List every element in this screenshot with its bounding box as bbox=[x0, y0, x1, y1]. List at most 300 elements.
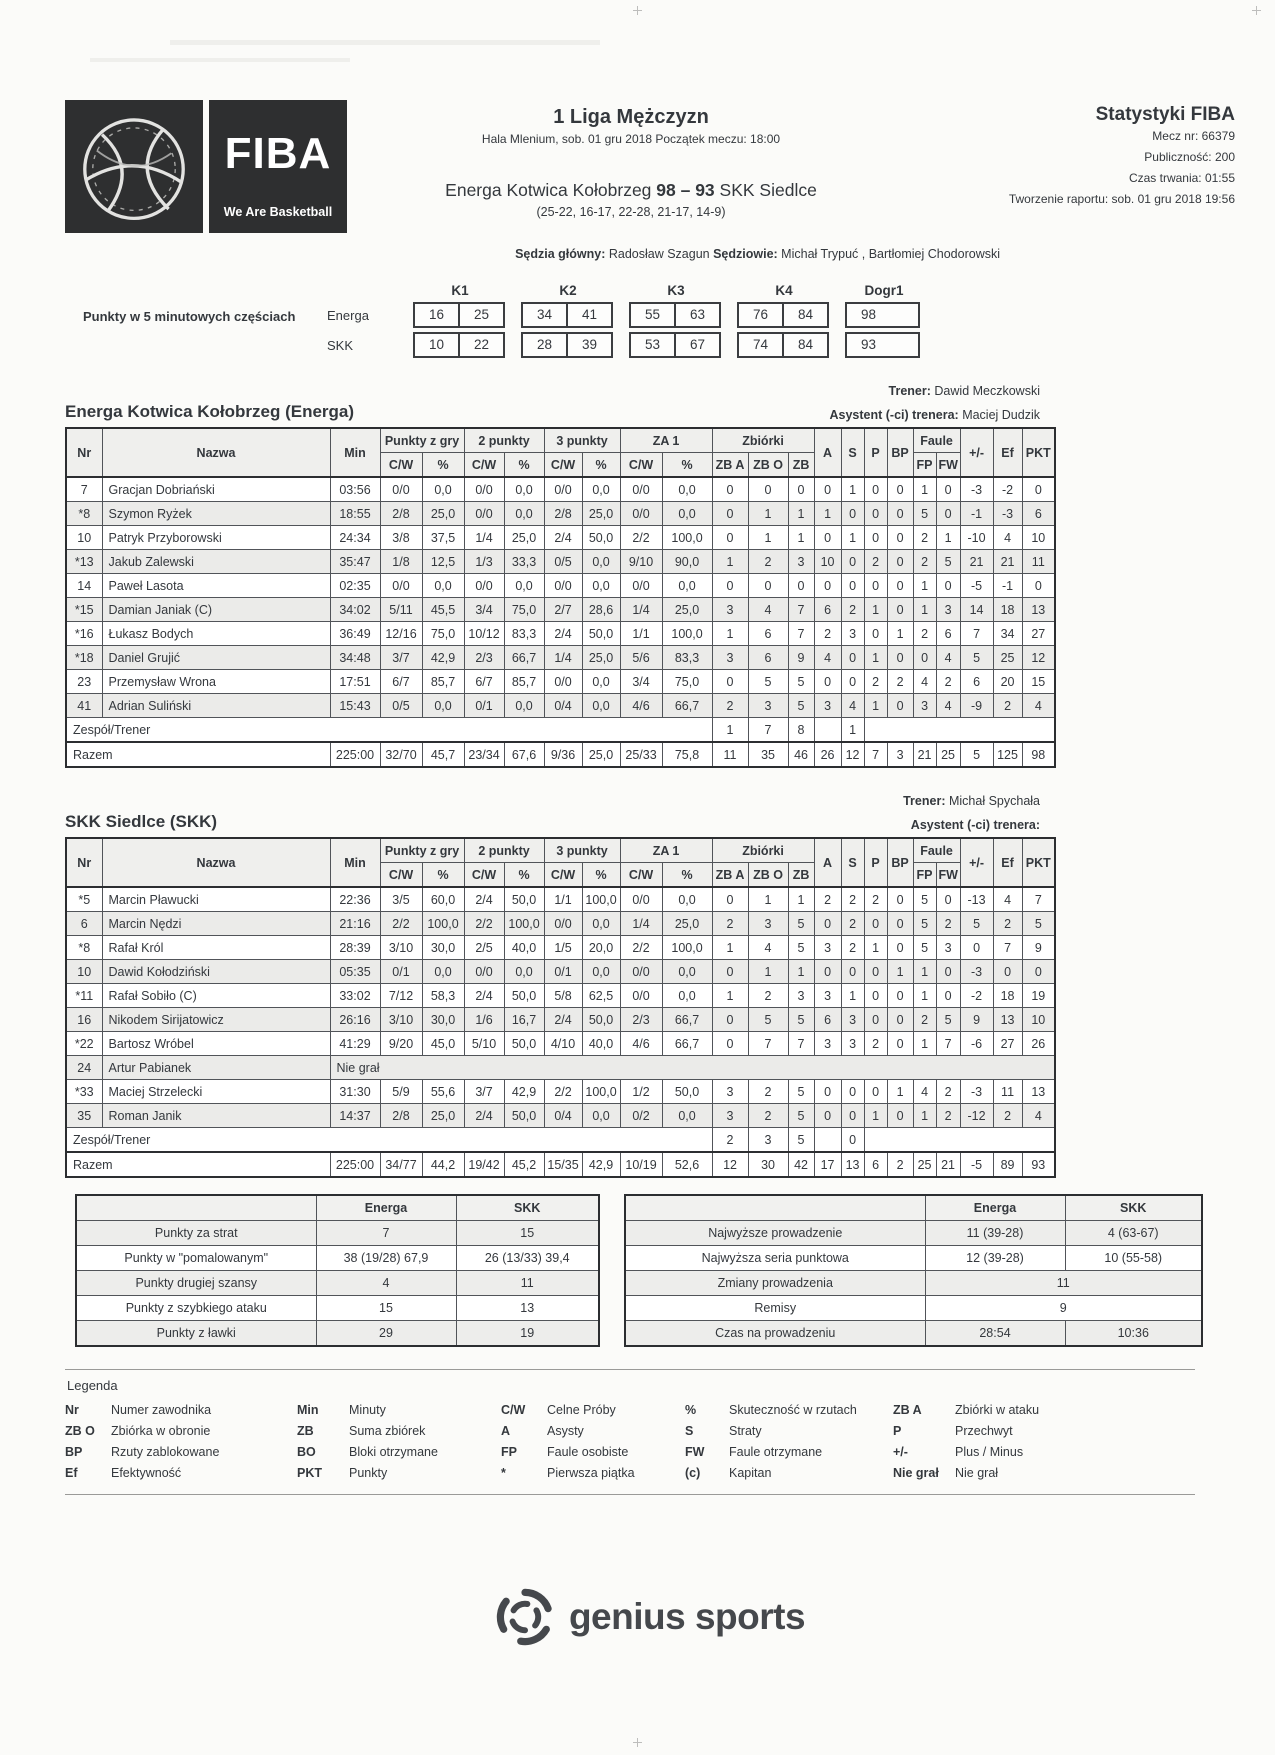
stats-table-host bbox=[65, 837, 1051, 1178]
team-row-filler bbox=[864, 1128, 1055, 1153]
assists: 6 bbox=[814, 1008, 841, 1032]
summary-value-energa: 7 bbox=[316, 1221, 456, 1246]
col-steals: P bbox=[864, 838, 887, 887]
reb-def: 3 bbox=[748, 694, 788, 718]
fg-made-att: 3/8 bbox=[380, 526, 422, 550]
legend-definition: Efektywność bbox=[111, 1466, 182, 1480]
fg-made-att: 6/7 bbox=[380, 670, 422, 694]
legend-definition: Skuteczność w rzutach bbox=[729, 1403, 857, 1417]
fg-made-att: 1/8 bbox=[380, 550, 422, 574]
summary-value-energa: 28:54 bbox=[925, 1321, 1065, 1347]
col-nr: Nr bbox=[66, 428, 102, 477]
fg-made-att: 3/10 bbox=[380, 1008, 422, 1032]
summary-col-energa: Energa bbox=[316, 1195, 456, 1221]
player-name: Rafał Król bbox=[102, 936, 330, 960]
player-name: Roman Janik bbox=[102, 1104, 330, 1128]
turnovers: 0 bbox=[841, 1080, 864, 1104]
2pt-pct: 50,0 bbox=[504, 984, 544, 1008]
minutes: 05:35 bbox=[330, 960, 380, 984]
col-pct: % bbox=[662, 453, 712, 478]
reb-def: 7 bbox=[748, 1032, 788, 1056]
fouls-committed: 1 bbox=[913, 1032, 936, 1056]
fouls-drawn: 0 bbox=[936, 887, 960, 912]
ft-pct: 0,0 bbox=[662, 1104, 712, 1128]
quarter-score-cell: 22 bbox=[458, 334, 503, 356]
fouls-drawn: 0 bbox=[936, 984, 960, 1008]
blocks: 0 bbox=[887, 984, 913, 1008]
fouls-drawn: 3 bbox=[936, 598, 960, 622]
fouls-committed: 1 bbox=[913, 960, 936, 984]
summary-row bbox=[625, 1271, 1202, 1296]
steals: 0 bbox=[864, 526, 887, 550]
player-number: 7 bbox=[66, 477, 102, 502]
steals: 1 bbox=[864, 1104, 887, 1128]
efficiency: 4 bbox=[993, 887, 1022, 912]
steals: 2 bbox=[864, 550, 887, 574]
efficiency: 25 bbox=[993, 646, 1022, 670]
fg-pct: 37,5 bbox=[422, 526, 464, 550]
3pt-pct: 25,0 bbox=[582, 646, 620, 670]
turnovers: 0 bbox=[841, 1104, 864, 1128]
3pt-pct: 0,0 bbox=[582, 574, 620, 598]
quarter-score-cell: 34 bbox=[536, 307, 553, 322]
fouls-drawn: 7 bbox=[936, 1032, 960, 1056]
reb-total: 0 bbox=[788, 477, 814, 502]
col-cw: C/W bbox=[380, 863, 422, 888]
points: 10 bbox=[1022, 1008, 1055, 1032]
plus-minus: 6 bbox=[960, 670, 993, 694]
minutes: 15:43 bbox=[330, 694, 380, 718]
summary-row-label: Punkty w "pomalowanym" bbox=[76, 1246, 316, 1271]
fg-made-att: 2/8 bbox=[380, 502, 422, 526]
plus-minus: 5 bbox=[960, 646, 993, 670]
ft-made-att: 1/1 bbox=[620, 622, 662, 646]
legend-term: FW bbox=[685, 1445, 705, 1459]
efficiency: 11 bbox=[993, 1080, 1022, 1104]
col-pct: % bbox=[582, 863, 620, 888]
quarter-score-cell bbox=[890, 334, 918, 356]
2pt-made-att: 2/4 bbox=[464, 887, 504, 912]
fouls-committed: 2 bbox=[913, 526, 936, 550]
legend-definition: Plus / Minus bbox=[955, 1445, 1024, 1459]
legend-section bbox=[65, 1369, 1195, 1495]
steals: 2 bbox=[864, 1032, 887, 1056]
summary-value-skk: 11 bbox=[456, 1271, 599, 1296]
player-number: 16 bbox=[66, 1008, 102, 1032]
steals: 2 bbox=[864, 887, 887, 912]
player-number: *16 bbox=[66, 622, 102, 646]
player-row bbox=[66, 670, 1055, 694]
fg-made-att: 9/20 bbox=[380, 1032, 422, 1056]
col-cw: C/W bbox=[620, 453, 662, 478]
reb-def: 0 bbox=[748, 574, 788, 598]
player-row bbox=[66, 960, 1055, 984]
plus-minus: -5 bbox=[960, 574, 993, 598]
assistant-line bbox=[830, 408, 1041, 422]
stats-table-energa bbox=[65, 427, 1056, 768]
fiba-logo bbox=[65, 100, 357, 233]
turnovers: 3 bbox=[841, 1032, 864, 1056]
efficiency: -2 bbox=[993, 477, 1022, 502]
team-assists bbox=[814, 1128, 841, 1153]
quarter-breakdown: (25-22, 16-17, 22-28, 21-17, 14-9) bbox=[536, 205, 726, 219]
blocks: 0 bbox=[887, 598, 913, 622]
coach-name: Michał Spychała bbox=[948, 794, 1040, 808]
report-created: Tworzenie raportu: sob. 01 gru 2018 19:56 bbox=[1008, 192, 1235, 206]
fg-pct: 75,0 bbox=[422, 622, 464, 646]
ft-pct: 0,0 bbox=[662, 887, 712, 912]
assists: 0 bbox=[814, 1080, 841, 1104]
summary-value-skk: 13 bbox=[456, 1296, 599, 1321]
col-fouls-drawn: FW bbox=[936, 863, 960, 888]
referees-label: Sędziowie: bbox=[713, 247, 778, 261]
fouls-committed: 1 bbox=[913, 477, 936, 502]
player-number: *11 bbox=[66, 984, 102, 1008]
quarter-score-cell: 10 bbox=[428, 337, 445, 352]
fouls-drawn: 3 bbox=[936, 936, 960, 960]
legend-definition: Asysty bbox=[547, 1424, 584, 1438]
quarter-score-cell: 84 bbox=[782, 304, 827, 326]
fouls-drawn: 4 bbox=[936, 646, 960, 670]
assistant-label: Asystent (-ci) trenera: bbox=[910, 818, 1040, 832]
summary-row bbox=[76, 1271, 599, 1296]
reb-total: 9 bbox=[788, 646, 814, 670]
2pt-pct: 33,3 bbox=[504, 550, 544, 574]
2pt-pct: 16,7 bbox=[504, 1008, 544, 1032]
ft-made-att: 3/4 bbox=[620, 670, 662, 694]
col-reb-def: ZB O bbox=[748, 453, 788, 478]
efficiency: 21 bbox=[993, 550, 1022, 574]
coach-line bbox=[65, 794, 1040, 808]
points: 13 bbox=[1022, 598, 1055, 622]
efficiency: -3 bbox=[993, 502, 1022, 526]
legend-definition: Rzuty zablokowane bbox=[111, 1445, 220, 1459]
totals-assists: 26 bbox=[814, 742, 841, 767]
2pt-made-att: 2/4 bbox=[464, 984, 504, 1008]
3pt-made-att: 2/8 bbox=[544, 502, 582, 526]
reb-off: 3 bbox=[712, 598, 748, 622]
minutes: 36:49 bbox=[330, 622, 380, 646]
col-blocks: BP bbox=[887, 838, 913, 887]
head-referee-label: Sędzia główny: bbox=[515, 247, 606, 261]
fg-pct: 42,9 bbox=[422, 646, 464, 670]
summary-shared-value: 9 bbox=[925, 1296, 1202, 1321]
reb-total: 5 bbox=[788, 912, 814, 936]
legend-term: A bbox=[501, 1424, 511, 1438]
ft-made-att: 1/4 bbox=[620, 598, 662, 622]
summary-value-energa: 11 (39-28) bbox=[925, 1221, 1065, 1246]
col-reb-total: ZB bbox=[788, 453, 814, 478]
col-group-0: Punkty z gry bbox=[380, 428, 464, 453]
player-row bbox=[66, 574, 1055, 598]
home-team-name: Energa Kotwica Kołobrzeg bbox=[445, 180, 652, 200]
ft-made-att: 2/3 bbox=[620, 1008, 662, 1032]
fiba-wordmark bbox=[209, 100, 347, 233]
legend-definition: Pierwsza piątka bbox=[547, 1466, 635, 1480]
fg-pct: 12,5 bbox=[422, 550, 464, 574]
fouls-committed: 1 bbox=[913, 1104, 936, 1128]
team-coach-row bbox=[66, 1128, 1055, 1153]
coach-label: Trener: bbox=[888, 384, 931, 398]
legend-definition: Minuty bbox=[349, 1403, 386, 1417]
reb-total: 3 bbox=[788, 550, 814, 574]
player-number: 35 bbox=[66, 1104, 102, 1128]
totals-plus-minus: -5 bbox=[960, 1152, 993, 1177]
plus-minus: 5 bbox=[960, 912, 993, 936]
player-name: Szymon Ryżek bbox=[102, 502, 330, 526]
totals-reb-off: 11 bbox=[712, 742, 748, 767]
fouls-committed: 4 bbox=[913, 1080, 936, 1104]
team-reb-off: 2 bbox=[712, 1128, 748, 1153]
col-name: Nazwa bbox=[102, 838, 330, 887]
minutes: 26:16 bbox=[330, 1008, 380, 1032]
ft-pct: 100,0 bbox=[662, 526, 712, 550]
stats-table-skk bbox=[65, 837, 1056, 1178]
blocks: 0 bbox=[887, 502, 913, 526]
fouls-drawn: 2 bbox=[936, 912, 960, 936]
assists: 1 bbox=[814, 502, 841, 526]
legend-definition: Straty bbox=[729, 1424, 762, 1438]
3pt-pct: 25,0 bbox=[582, 502, 620, 526]
col-group-rebounds: Zbiórki bbox=[712, 428, 814, 453]
blocks: 0 bbox=[887, 936, 913, 960]
legend-definition: Faule osobiste bbox=[547, 1445, 629, 1459]
steals: 0 bbox=[864, 984, 887, 1008]
totals-points: 98 bbox=[1022, 742, 1055, 767]
col-group-2: 3 punkty bbox=[544, 838, 620, 863]
summary-row bbox=[76, 1221, 599, 1246]
minutes: 31:30 bbox=[330, 1080, 380, 1104]
steals: 2 bbox=[864, 670, 887, 694]
quarter-score-cell: 41 bbox=[566, 304, 611, 326]
fg-pct: 25,0 bbox=[422, 1104, 464, 1128]
player-row bbox=[66, 984, 1055, 1008]
reb-def: 6 bbox=[748, 622, 788, 646]
efficiency: 20 bbox=[993, 670, 1022, 694]
2pt-pct: 42,9 bbox=[504, 1080, 544, 1104]
points: 9 bbox=[1022, 936, 1055, 960]
minutes: 21:16 bbox=[330, 912, 380, 936]
turnovers: 0 bbox=[841, 646, 864, 670]
totals-fouls-drawn: 25 bbox=[936, 742, 960, 767]
reb-off: 1 bbox=[712, 622, 748, 646]
scan-artifact bbox=[90, 58, 350, 62]
fouls-drawn: 2 bbox=[936, 670, 960, 694]
summary-row bbox=[625, 1321, 1202, 1347]
fg-made-att: 7/12 bbox=[380, 984, 422, 1008]
2pt-made-att: 1/6 bbox=[464, 1008, 504, 1032]
player-row bbox=[66, 1104, 1055, 1128]
summary-row bbox=[76, 1296, 599, 1321]
plus-minus: 9 bbox=[960, 1008, 993, 1032]
2pt-made-att: 6/7 bbox=[464, 670, 504, 694]
fouls-drawn: 0 bbox=[936, 574, 960, 598]
2pt-made-att: 3/4 bbox=[464, 598, 504, 622]
2pt-made-att: 0/0 bbox=[464, 502, 504, 526]
reb-def: 6 bbox=[748, 646, 788, 670]
2pt-made-att: 5/10 bbox=[464, 1032, 504, 1056]
player-name: Nikodem Sirijatowicz bbox=[102, 1008, 330, 1032]
summary-value-skk: 19 bbox=[456, 1321, 599, 1347]
fouls-drawn: 5 bbox=[936, 1008, 960, 1032]
fiba-tagline: We Are Basketball bbox=[223, 204, 333, 219]
plus-minus: 7 bbox=[960, 622, 993, 646]
report-header bbox=[65, 100, 1235, 233]
col-min: Min bbox=[330, 428, 380, 477]
plus-minus: -3 bbox=[960, 960, 993, 984]
player-row bbox=[66, 550, 1055, 574]
blocks: 0 bbox=[887, 1104, 913, 1128]
totals-points: 93 bbox=[1022, 1152, 1055, 1177]
plus-minus: -1 bbox=[960, 502, 993, 526]
reb-off: 0 bbox=[712, 960, 748, 984]
2pt-made-att: 0/0 bbox=[464, 477, 504, 502]
player-name: Przemysław Wrona bbox=[102, 670, 330, 694]
assists: 3 bbox=[814, 1032, 841, 1056]
head-referee-name: Radosław Szagun bbox=[608, 247, 710, 261]
fouls-drawn: 1 bbox=[936, 526, 960, 550]
totals-reb-def: 35 bbox=[748, 742, 788, 767]
legend-term: ZB bbox=[297, 1424, 314, 1438]
fouls-committed: 5 bbox=[913, 912, 936, 936]
blocks: 1 bbox=[887, 622, 913, 646]
3pt-made-att: 0/4 bbox=[544, 1104, 582, 1128]
player-name: Bartosz Wróbel bbox=[102, 1032, 330, 1056]
summary-value-energa: 4 bbox=[316, 1271, 456, 1296]
col-nr: Nr bbox=[66, 838, 102, 887]
assistant-line bbox=[911, 818, 1040, 832]
reb-def: 2 bbox=[748, 984, 788, 1008]
quarter-team-name: Energa bbox=[327, 307, 369, 323]
ft-made-att: 0/0 bbox=[620, 984, 662, 1008]
scan-artifact bbox=[170, 40, 600, 45]
reb-off: 0 bbox=[712, 887, 748, 912]
totals-efficiency: 89 bbox=[993, 1152, 1022, 1177]
player-number: *13 bbox=[66, 550, 102, 574]
ft-made-att: 2/2 bbox=[620, 526, 662, 550]
totals-minutes: 225:00 bbox=[330, 742, 380, 767]
period-label: K4 bbox=[775, 283, 793, 298]
genius-sports-footer bbox=[65, 1587, 1235, 1647]
quarter-team-name: SKK bbox=[327, 337, 354, 353]
assistant-label: Asystent (-ci) trenera: bbox=[829, 408, 959, 422]
player-number: *33 bbox=[66, 1080, 102, 1104]
ft-made-att: 1/4 bbox=[620, 912, 662, 936]
3pt-pct: 40,0 bbox=[582, 1032, 620, 1056]
player-row bbox=[66, 1032, 1055, 1056]
player-row bbox=[66, 477, 1055, 502]
team-coach-row bbox=[66, 718, 1055, 743]
fouls-committed: 2 bbox=[913, 550, 936, 574]
reb-total: 0 bbox=[788, 574, 814, 598]
turnovers: 2 bbox=[841, 912, 864, 936]
3pt-made-att: 0/0 bbox=[544, 912, 582, 936]
totals-row bbox=[66, 1152, 1055, 1177]
ft-pct: 0,0 bbox=[662, 574, 712, 598]
totals-label: Razem bbox=[66, 742, 330, 767]
col-pct: % bbox=[662, 863, 712, 888]
totals-reb-total: 46 bbox=[788, 742, 814, 767]
blocks: 0 bbox=[887, 550, 913, 574]
fg-pct: 55,6 bbox=[422, 1080, 464, 1104]
period-label: K2 bbox=[559, 283, 577, 298]
player-row bbox=[66, 694, 1055, 718]
points: 11 bbox=[1022, 550, 1055, 574]
quarter-score-box bbox=[413, 332, 505, 358]
fg-pct: 30,0 bbox=[422, 1008, 464, 1032]
blocks: 0 bbox=[887, 477, 913, 502]
plus-minus: 14 bbox=[960, 598, 993, 622]
ft-made-att: 0/0 bbox=[620, 502, 662, 526]
quarter-score-cell: 39 bbox=[566, 334, 611, 356]
assists: 0 bbox=[814, 526, 841, 550]
attendance: Publiczność: 200 bbox=[1144, 150, 1235, 164]
points: 6 bbox=[1022, 502, 1055, 526]
fg-made-att: 0/0 bbox=[380, 574, 422, 598]
referees-names: Michał Trypuć , Bartłomiej Chodorowski bbox=[781, 247, 1000, 261]
summary-row-label: Najwyższe prowadzenie bbox=[625, 1221, 925, 1246]
turnovers: 2 bbox=[841, 936, 864, 960]
player-name: Daniel Grujić bbox=[102, 646, 330, 670]
3pt-pct: 50,0 bbox=[582, 526, 620, 550]
3pt-pct: 0,0 bbox=[582, 477, 620, 502]
totals-efficiency: 125 bbox=[993, 742, 1022, 767]
quarter-score-cell bbox=[890, 304, 918, 326]
quarter-score-box bbox=[737, 332, 829, 358]
blocks: 2 bbox=[887, 670, 913, 694]
col-cw: C/W bbox=[620, 863, 662, 888]
summary-row-label: Punkty z szybkiego ataku bbox=[76, 1296, 316, 1321]
fg-pct: 0,0 bbox=[422, 574, 464, 598]
col-group-rebounds: Zbiórki bbox=[712, 838, 814, 863]
venue-datetime-line: Hala Mlenium, sob. 01 gru 2018 Początek meczu: 18:00 bbox=[481, 132, 781, 146]
points: 7 bbox=[1022, 887, 1055, 912]
reb-off: 0 bbox=[712, 574, 748, 598]
reb-off: 0 bbox=[712, 502, 748, 526]
col-min: Min bbox=[330, 838, 380, 887]
reb-off: 0 bbox=[712, 477, 748, 502]
legend-term: BO bbox=[297, 1445, 316, 1459]
reb-def: 2 bbox=[748, 550, 788, 574]
2pt-pct: 0,0 bbox=[504, 694, 544, 718]
team-reb-off: 1 bbox=[712, 718, 748, 743]
summary-row-label: Punkty drugiej szansy bbox=[76, 1271, 316, 1296]
ft-made-att: 0/0 bbox=[620, 887, 662, 912]
steals: 1 bbox=[864, 936, 887, 960]
3pt-pct: 0,0 bbox=[582, 670, 620, 694]
player-row bbox=[66, 887, 1055, 912]
2pt-made-att: 1/3 bbox=[464, 550, 504, 574]
turnovers: 2 bbox=[841, 598, 864, 622]
fg-pct: 58,3 bbox=[422, 984, 464, 1008]
reb-off: 0 bbox=[712, 1032, 748, 1056]
blocks: 1 bbox=[887, 1080, 913, 1104]
player-name: Artur Pabianek bbox=[102, 1056, 330, 1080]
points: 4 bbox=[1022, 1104, 1055, 1128]
col-steals: P bbox=[864, 428, 887, 477]
minutes: 28:39 bbox=[330, 936, 380, 960]
quarter-score-cell: 53 bbox=[644, 337, 661, 352]
ft-made-att: 9/10 bbox=[620, 550, 662, 574]
assists: 0 bbox=[814, 960, 841, 984]
points: 19 bbox=[1022, 984, 1055, 1008]
3pt-pct: 100,0 bbox=[582, 887, 620, 912]
legend-term: (c) bbox=[685, 1466, 701, 1480]
team-row-filler bbox=[864, 718, 1055, 743]
points: 26 bbox=[1022, 1032, 1055, 1056]
summary-value-skk: 10:36 bbox=[1065, 1321, 1202, 1347]
legend-term: PKT bbox=[297, 1466, 322, 1480]
